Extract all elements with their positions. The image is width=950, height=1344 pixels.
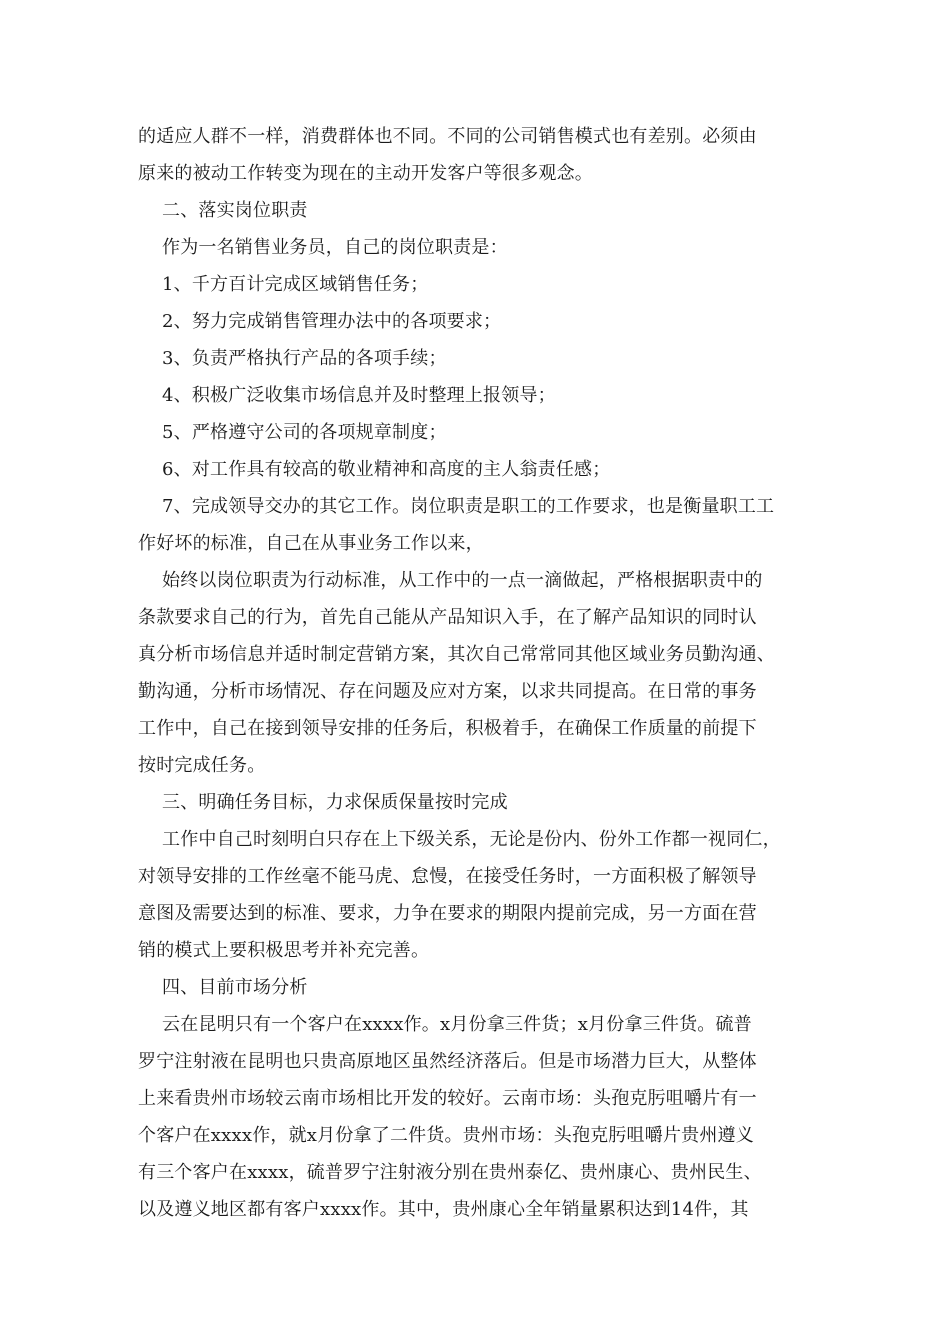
document-body (138, 118, 808, 1228)
text-line: 1、千方百计完成区域销售任务； (162, 274, 429, 295)
text-line: 工作中自己时刻明白只存在上下级关系，无论是份内、份外工作都一视同仁， (162, 829, 781, 850)
text-line: 的适应人群不一样，消费群体也不同。不同的公司销售模式也有差别。必须由 (138, 126, 757, 147)
text-line: 上来看贵州市场较云南市场相比开发的较好。云南市场：头孢克肟咀嚼片有一 (138, 1088, 757, 1109)
text-line: 按时完成任务。 (138, 755, 266, 776)
text-line: 意图及需要达到的标准、要求，力争在要求的期限内提前完成，另一方面在营 (138, 903, 757, 924)
text-line: 对领导安排的工作丝毫不能马虎、怠慢，在接受任务时，一方面积极了解领导 (138, 866, 757, 887)
text-line: 二、落实岗位职责 (162, 200, 308, 221)
text-line: 以及遵义地区都有客户xxxx作。其中，贵州康心全年销量累积达到14件，其 (138, 1199, 749, 1220)
text-line: 6、对工作具有较高的敬业精神和高度的主人翁责任感； (162, 459, 611, 480)
text-line: 2、努力完成销售管理办法中的各项要求； (162, 311, 502, 332)
text-line: 作为一名销售业务员，自己的岗位职责是： (162, 237, 508, 258)
text-line: 始终以岗位职责为行动标准，从工作中的一点一滴做起，严格根据职责中的 (162, 570, 763, 591)
text-line: 作好坏的标准，自己在从事业务工作以来， (138, 533, 484, 554)
text-line: 工作中，自己在接到领导安排的任务后，积极着手，在确保工作质量的前提下 (138, 718, 757, 739)
text-line: 罗宁注射液在昆明也只贵高原地区虽然经济落后。但是市场潜力巨大，从整体 (138, 1051, 757, 1072)
text-line: 个客户在xxxx作，就x月份拿了二件货。贵州市场：头孢克肟咀嚼片贵州遵义 (138, 1125, 754, 1146)
text-line: 条款要求自己的行为，首先自己能从产品知识入手，在了解产品知识的同时认 (138, 607, 757, 628)
text-line: 销的模式上要积极思考并补充完善。 (138, 940, 430, 961)
text-line: 勤沟通，分析市场情况、存在问题及应对方案，以求共同提高。在日常的事务 (138, 681, 757, 702)
text-line: 4、积极广泛收集市场信息并及时整理上报领导； (162, 385, 556, 406)
text-line: 云在昆明只有一个客户在xxxx作。x月份拿三件货；x月份拿三件货。硫普 (162, 1014, 752, 1035)
text-line: 5、严格遵守公司的各项规章制度； (162, 422, 447, 443)
text-line: 3、负责严格执行产品的各项手续； (162, 348, 447, 369)
text-line: 有三个客户在xxxx，硫普罗宁注射液分别在贵州泰亿、贵州康心、贵州民生、 (138, 1162, 762, 1183)
text-line: 四、目前市场分析 (162, 977, 308, 998)
text-line: 7、完成领导交办的其它工作。岗位职责是职工的工作要求，也是衡量职工工 (162, 496, 775, 517)
text-line: 真分析市场信息并适时制定营销方案，其次自己常常同其他区域业务员勤沟通、 (138, 644, 775, 665)
text-line: 三、明确任务目标，力求保质保量按时完成 (162, 792, 508, 813)
text-line: 原来的被动工作转变为现在的主动开发客户等很多观念。 (138, 163, 593, 184)
